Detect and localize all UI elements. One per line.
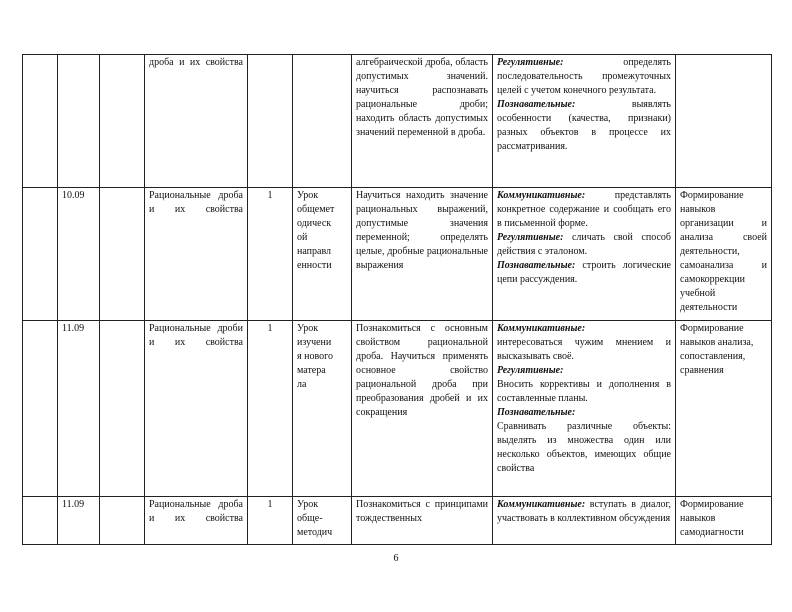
lesson-type-line: направл	[297, 246, 332, 257]
hours-cell: 1	[248, 188, 293, 321]
uud-label: Познавательные:	[497, 99, 576, 110]
uud-label: Регулятивные:	[497, 232, 564, 243]
uud-text: сличать свой способ действия с эталоном.	[497, 232, 672, 257]
lesson-type-cell	[293, 497, 352, 545]
lesson-type-line: ой	[297, 232, 308, 243]
hours-cell	[248, 55, 293, 188]
lesson-type-line: матера	[297, 365, 326, 376]
personal-results-cell	[676, 55, 772, 188]
uud-label: Познавательные:	[497, 260, 576, 271]
uud-label: Познавательные:	[497, 407, 576, 418]
uud-text: строить логические цепи рассуждения.	[497, 260, 671, 285]
topic-cell: Рациональные дроби и их свойства	[145, 321, 248, 497]
lesson-type-cell	[293, 188, 352, 321]
subject-results-cell: алгебраической дроба, область допустимых значений. научиться распознавать рациональные дроби; находить область допустимых значений переменной в дроба.	[352, 55, 493, 188]
uud-text: интересоваться чужим мнением и высказывать своё.	[497, 337, 671, 362]
uud-cell	[493, 55, 676, 188]
empty-cell	[23, 497, 58, 545]
empty-cell	[100, 321, 145, 497]
lesson-type-line: Урок	[297, 323, 319, 334]
empty-cell	[100, 497, 145, 545]
uud-label: Регулятивные:	[497, 365, 564, 376]
empty-cell	[23, 55, 58, 188]
date-cell: 11.09	[58, 321, 100, 497]
lesson-type-line: общемет	[297, 204, 335, 215]
subject-results-cell: Познакомиться с основным свойством рациональной дроба. Научиться применять основное свойство рациональной дроба при преобразования дробей и их сокращения	[352, 321, 493, 497]
empty-cell	[23, 188, 58, 321]
date-cell: 10.09	[58, 188, 100, 321]
uud-cell	[493, 188, 676, 321]
uud-cell	[493, 321, 676, 497]
uud-text: представлять конкретное содержание и сообщать его в письменной форме.	[497, 190, 671, 229]
uud-text: выявлять особенности (качества, признаки) разных объектов в процессе их рассматривания.	[497, 99, 671, 152]
uud-label: Регулятивные:	[497, 57, 564, 68]
lesson-plan-table	[22, 54, 772, 545]
personal-results-cell: Формирование навыков анализа, сопоставления, сравнения	[676, 321, 772, 497]
uud-text: Вносить коррективы и дополнения в составленные планы.	[497, 379, 671, 404]
topic-cell: дроба и их свойства	[145, 55, 248, 188]
table-row	[23, 321, 772, 497]
lesson-type-cell	[293, 321, 352, 497]
lesson-type-line: одическ	[297, 218, 332, 229]
table-row	[23, 55, 772, 188]
uud-label: Коммуникативные:	[497, 499, 586, 510]
lesson-type-line: Урок	[297, 499, 319, 510]
uud-cell	[493, 497, 676, 545]
lesson-type-line: енности	[297, 260, 332, 271]
uud-text: определять последовательность промежуточных целей с учетом конечного результата.	[497, 57, 671, 96]
lesson-type-line: изучени	[297, 337, 332, 348]
lesson-type-line: обще-	[297, 513, 323, 524]
uud-label: Коммуникативные:	[497, 323, 586, 334]
lesson-type-line: методич	[297, 527, 333, 538]
table-row	[23, 188, 772, 321]
lesson-type-line: я нового	[297, 351, 333, 362]
topic-cell: Рациональные дроба и их свойства	[145, 188, 248, 321]
empty-cell	[100, 55, 145, 188]
table-row	[23, 497, 772, 545]
personal-results-cell: Формирование навыков самодиагности	[676, 497, 772, 545]
hours-cell: 1	[248, 321, 293, 497]
page-number: 6	[393, 553, 399, 564]
empty-cell	[23, 321, 58, 497]
subject-results-cell: Познакомиться с принципами тождественных	[352, 497, 493, 545]
hours-cell: 1	[248, 497, 293, 545]
date-cell	[58, 55, 100, 188]
lesson-type-line: ла	[297, 379, 307, 390]
subject-results-cell: Научиться находить значение рациональных выражений, допустимые значения переменной; определять целые, дробные рациональные выражения	[352, 188, 493, 321]
lesson-type-cell	[293, 55, 352, 188]
uud-text: вступать в диалог, участвовать в коллективном обсуждения	[497, 499, 671, 524]
topic-cell: Рациональные дроба и их свойства	[145, 497, 248, 545]
date-cell: 11.09	[58, 497, 100, 545]
personal-results-cell: Формирование навыков организации и анализа своей деятельности, самоанализа и самокоррекции учебной деятельности	[676, 188, 772, 321]
uud-label: Коммуникативные:	[497, 190, 586, 201]
lesson-type-line: Урок	[297, 190, 319, 201]
uud-text: Сравнивать различные объекты: выделять из множества один или несколько объектов, имеющих общие свойства	[497, 421, 671, 474]
empty-cell	[100, 188, 145, 321]
